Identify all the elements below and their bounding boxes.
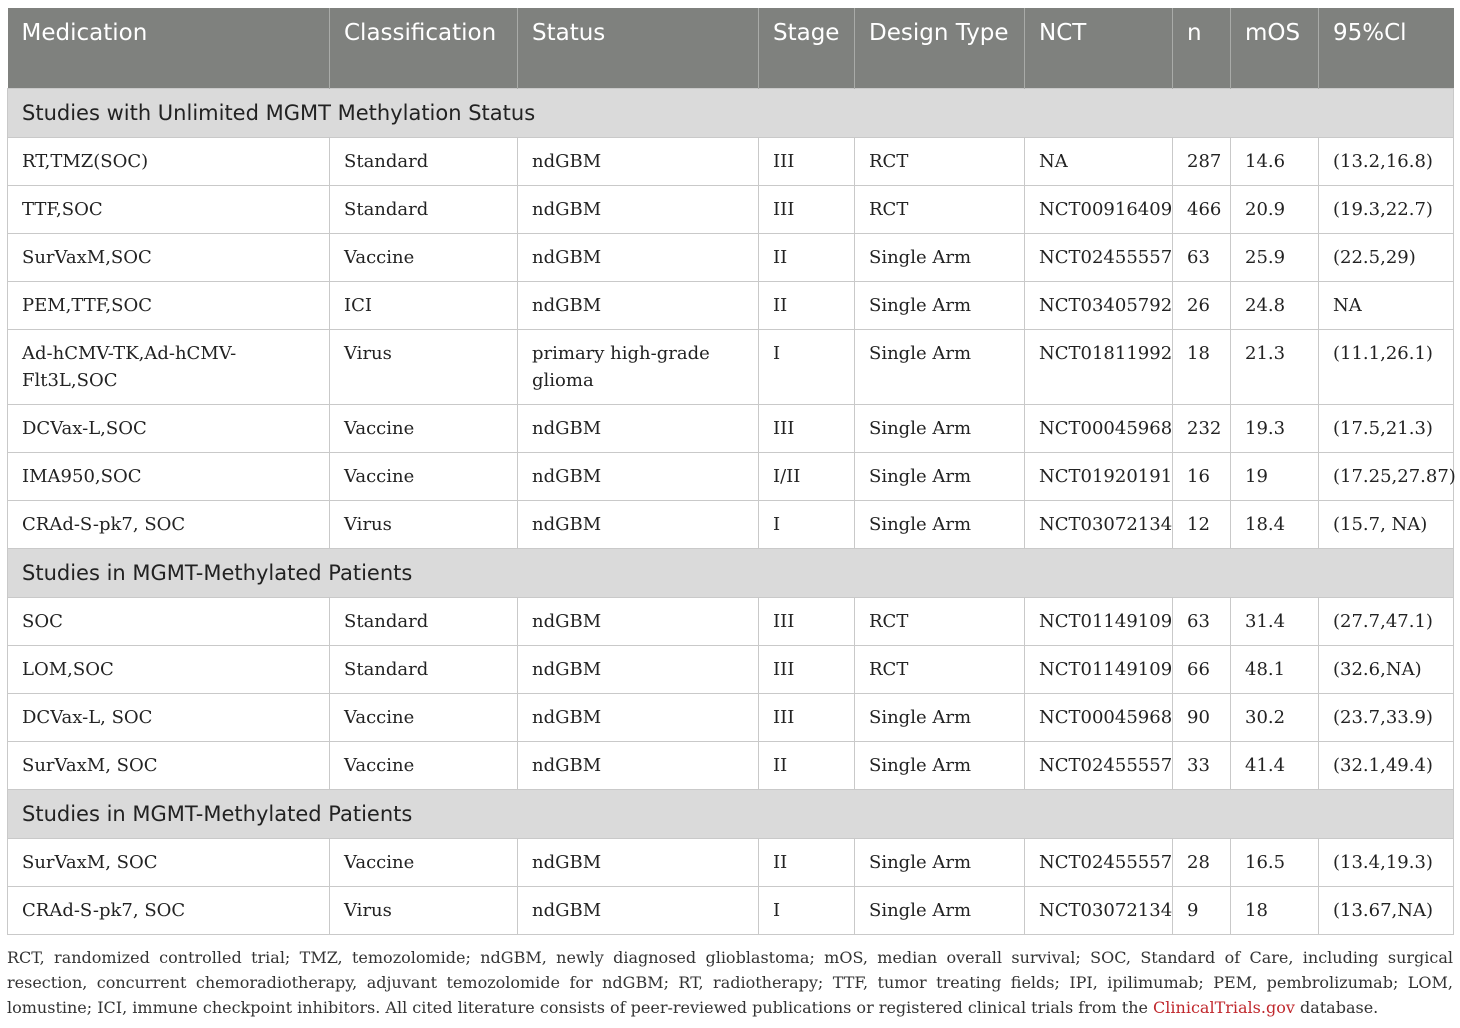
cell-nct: NCT01811992 (1025, 330, 1173, 405)
cell-medication: LOM,SOC (8, 646, 330, 694)
header-design-type: Design Type (855, 8, 1025, 89)
cell-n: 26 (1173, 282, 1231, 330)
cell-stage: II (759, 839, 855, 887)
cell-n: 16 (1173, 453, 1231, 501)
cell-design-type: Single Arm (855, 234, 1025, 282)
cell-ci: (13.4,19.3) (1319, 839, 1454, 887)
cell-design-type: Single Arm (855, 453, 1025, 501)
cell-design-type: Single Arm (855, 887, 1025, 935)
cell-nct: NCT03072134 (1025, 501, 1173, 549)
cell-n: 33 (1173, 742, 1231, 790)
cell-n: 12 (1173, 501, 1231, 549)
cell-classification: Vaccine (330, 405, 518, 453)
cell-mos: 21.3 (1231, 330, 1319, 405)
cell-n: 466 (1173, 186, 1231, 234)
cell-classification: Virus (330, 330, 518, 405)
cell-status: ndGBM (518, 646, 759, 694)
section-title: Studies in MGMT-Methylated Patients (8, 790, 1454, 839)
table-row (8, 282, 1454, 330)
cell-status: ndGBM (518, 234, 759, 282)
cell-n: 28 (1173, 839, 1231, 887)
cell-classification: Vaccine (330, 453, 518, 501)
cell-design-type: RCT (855, 138, 1025, 186)
cell-stage: III (759, 405, 855, 453)
cell-medication: IMA950,SOC (8, 453, 330, 501)
cell-ci: (23.7,33.9) (1319, 694, 1454, 742)
cell-nct: NCT02455557 (1025, 839, 1173, 887)
table-row (8, 330, 1454, 405)
table-row (8, 742, 1454, 790)
cell-nct: NCT03405792 (1025, 282, 1173, 330)
cell-medication: Ad-hCMV-TK,Ad-hCMV-Flt3L,SOC (8, 330, 330, 405)
cell-ci: (17.5,21.3) (1319, 405, 1454, 453)
cell-classification: Vaccine (330, 694, 518, 742)
cell-status: ndGBM (518, 186, 759, 234)
table-row (8, 887, 1454, 935)
cell-classification: Virus (330, 887, 518, 935)
cell-design-type: Single Arm (855, 330, 1025, 405)
cell-ci: (13.67,NA) (1319, 887, 1454, 935)
cell-ci: (22.5,29) (1319, 234, 1454, 282)
table-row (8, 839, 1454, 887)
cell-stage: I (759, 330, 855, 405)
table-row (8, 234, 1454, 282)
cell-stage: II (759, 742, 855, 790)
cell-status: ndGBM (518, 839, 759, 887)
cell-design-type: Single Arm (855, 742, 1025, 790)
cell-stage: I/II (759, 453, 855, 501)
cell-stage: III (759, 186, 855, 234)
header-row (8, 8, 1454, 89)
cell-nct: NCT02455557 (1025, 742, 1173, 790)
cell-medication: SurVaxM, SOC (8, 839, 330, 887)
cell-stage: I (759, 501, 855, 549)
cell-ci: (15.7, NA) (1319, 501, 1454, 549)
cell-classification: Standard (330, 186, 518, 234)
cell-classification: Standard (330, 598, 518, 646)
section-header-row (8, 549, 1454, 598)
cell-ci: (17.25,27.87) (1319, 453, 1454, 501)
cell-status: ndGBM (518, 138, 759, 186)
table-row (8, 186, 1454, 234)
header-medication: Medication (8, 8, 330, 89)
cell-stage: II (759, 234, 855, 282)
footnote (7, 945, 1453, 1020)
cell-stage: II (759, 282, 855, 330)
cell-ci: (19.3,22.7) (1319, 186, 1454, 234)
cell-mos: 48.1 (1231, 646, 1319, 694)
cell-classification: Vaccine (330, 742, 518, 790)
cell-ci: (11.1,26.1) (1319, 330, 1454, 405)
header-ci: 95%Cl (1319, 8, 1454, 89)
cell-nct: NCT00045968 (1025, 405, 1173, 453)
cell-nct: NCT02455557 (1025, 234, 1173, 282)
cell-classification: Vaccine (330, 839, 518, 887)
cell-nct: NCT00916409 (1025, 186, 1173, 234)
cell-mos: 14.6 (1231, 138, 1319, 186)
cell-status: ndGBM (518, 598, 759, 646)
cell-stage: I (759, 887, 855, 935)
table-row (8, 138, 1454, 186)
cell-medication: DCVax-L, SOC (8, 694, 330, 742)
header-classification: Classification (330, 8, 518, 89)
table-row (8, 598, 1454, 646)
cell-status: ndGBM (518, 694, 759, 742)
cell-status: ndGBM (518, 282, 759, 330)
cell-stage: III (759, 598, 855, 646)
cell-n: 90 (1173, 694, 1231, 742)
cell-stage: III (759, 138, 855, 186)
section-header-row (8, 89, 1454, 138)
cell-nct: NCT03072134 (1025, 887, 1173, 935)
cell-medication: RT,TMZ(SOC) (8, 138, 330, 186)
cell-status: ndGBM (518, 405, 759, 453)
cell-design-type: Single Arm (855, 501, 1025, 549)
cell-mos: 41.4 (1231, 742, 1319, 790)
cell-ci: (32.6,NA) (1319, 646, 1454, 694)
cell-mos: 19 (1231, 453, 1319, 501)
cell-status: primary high-grade glioma (518, 330, 759, 405)
cell-mos: 18.4 (1231, 501, 1319, 549)
cell-design-type: Single Arm (855, 282, 1025, 330)
cell-ci: (27.7,47.1) (1319, 598, 1454, 646)
table-row (8, 501, 1454, 549)
cell-design-type: Single Arm (855, 694, 1025, 742)
cell-stage: III (759, 694, 855, 742)
cell-status: ndGBM (518, 501, 759, 549)
section-header-row (8, 790, 1454, 839)
header-stage: Stage (759, 8, 855, 89)
cell-classification: Standard (330, 646, 518, 694)
cell-status: ndGBM (518, 742, 759, 790)
cell-status: ndGBM (518, 887, 759, 935)
cell-medication: CRAd-S-pk7, SOC (8, 887, 330, 935)
cell-design-type: RCT (855, 598, 1025, 646)
section-title: Studies with Unlimited MGMT Methylation Status (8, 89, 1454, 138)
cell-design-type: Single Arm (855, 405, 1025, 453)
cell-stage: III (759, 646, 855, 694)
cell-medication: TTF,SOC (8, 186, 330, 234)
cell-design-type: Single Arm (855, 839, 1025, 887)
cell-medication: SurVaxM, SOC (8, 742, 330, 790)
clinicaltrials-link[interactable]: ClinicalTrials.gov (1153, 998, 1295, 1017)
header-mos: mOS (1231, 8, 1319, 89)
cell-nct: NCT00045968 (1025, 694, 1173, 742)
cell-nct: NA (1025, 138, 1173, 186)
cell-medication: CRAd-S-pk7, SOC (8, 501, 330, 549)
cell-ci: (13.2,16.8) (1319, 138, 1454, 186)
cell-mos: 16.5 (1231, 839, 1319, 887)
cell-n: 63 (1173, 234, 1231, 282)
cell-nct: NCT01149109 (1025, 598, 1173, 646)
table-row (8, 694, 1454, 742)
cell-design-type: RCT (855, 186, 1025, 234)
table-row (8, 646, 1454, 694)
cell-mos: 24.8 (1231, 282, 1319, 330)
table-container (7, 8, 1456, 935)
footnote-text-end: database. (1294, 998, 1379, 1017)
cell-nct: NCT01149109 (1025, 646, 1173, 694)
cell-mos: 20.9 (1231, 186, 1319, 234)
cell-classification: Vaccine (330, 234, 518, 282)
cell-status: ndGBM (518, 453, 759, 501)
cell-medication: SOC (8, 598, 330, 646)
cell-nct: NCT01920191 (1025, 453, 1173, 501)
cell-mos: 25.9 (1231, 234, 1319, 282)
footnote-text: RCT, randomized controlled trial; TMZ, temozolomide; ndGBM, newly diagnosed glioblastoma; mOS, median overall survival; SOC, Standard of Care, including surgical resection, concurrent chemoradiotherapy, adjuvant temozolomide for ndGBM; RT, radiotherapy; TTF, tumor treating fields; IPI, ipilimumab; PEM, pembrolizumab; LOM, lomustine; ICI, immune checkpoint inhibitors. All cited literature consists of peer-reviewed publications or registered clinical trials from the (7, 948, 1453, 1017)
header-status: Status (518, 8, 759, 89)
cell-ci: (32.1,49.4) (1319, 742, 1454, 790)
header-nct: NCT (1025, 8, 1173, 89)
cell-medication: DCVax-L,SOC (8, 405, 330, 453)
cell-medication: SurVaxM,SOC (8, 234, 330, 282)
cell-medication: PEM,TTF,SOC (8, 282, 330, 330)
table-body (8, 89, 1454, 935)
table-row (8, 405, 1454, 453)
table-row (8, 453, 1454, 501)
cell-n: 18 (1173, 330, 1231, 405)
cell-n: 287 (1173, 138, 1231, 186)
cell-n: 63 (1173, 598, 1231, 646)
cell-design-type: RCT (855, 646, 1025, 694)
cell-mos: 18 (1231, 887, 1319, 935)
cell-classification: ICI (330, 282, 518, 330)
header-n: n (1173, 8, 1231, 89)
cell-n: 232 (1173, 405, 1231, 453)
cell-n: 66 (1173, 646, 1231, 694)
trials-table (7, 8, 1454, 935)
cell-classification: Standard (330, 138, 518, 186)
cell-mos: 19.3 (1231, 405, 1319, 453)
cell-mos: 30.2 (1231, 694, 1319, 742)
cell-ci: NA (1319, 282, 1454, 330)
cell-n: 9 (1173, 887, 1231, 935)
cell-mos: 31.4 (1231, 598, 1319, 646)
section-title: Studies in MGMT-Methylated Patients (8, 549, 1454, 598)
cell-classification: Virus (330, 501, 518, 549)
